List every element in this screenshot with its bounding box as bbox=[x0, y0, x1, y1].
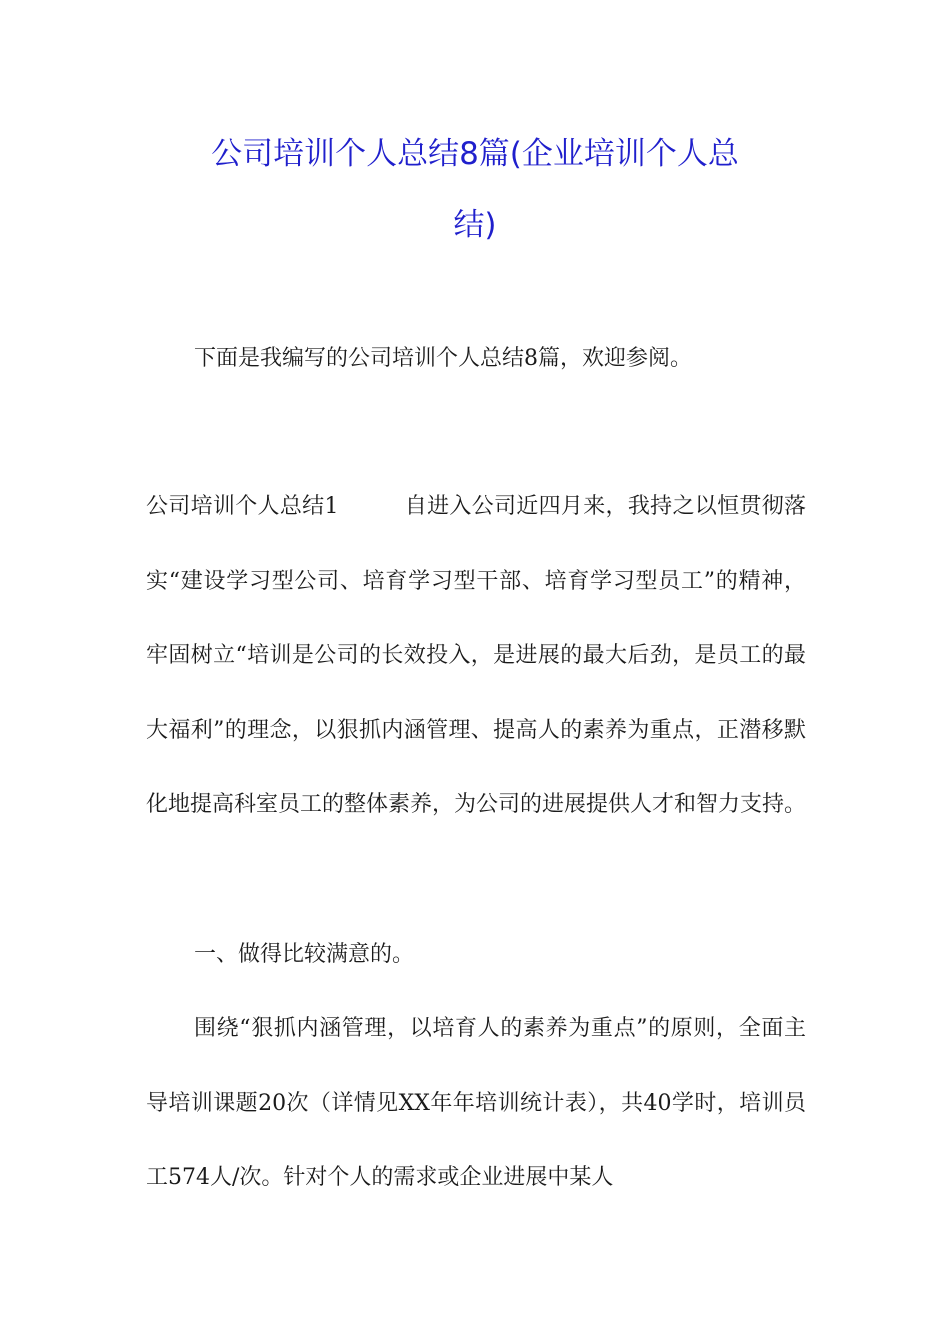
section-1-label: 公司培训个人总结1 bbox=[146, 494, 339, 519]
section-1-text: 自进入公司近四月来，我持之以恒贯彻落实“建设学习型公司、培育学习型干部、培育学习型员工”的精神，牢固树立“培训是公司的长效投入，是进展的最大后劲，是员工的最大福利”的理念，以狠抓内涵管理、提高人的素养为重点，正潜移默化地提高科室员工的整体素养，为公司的进展提供人才和智力支持。 bbox=[146, 494, 807, 818]
document-title-line-1: 公司培训个人总结8篇(企业培训个人总 bbox=[211, 136, 739, 172]
document-title-line-2: 结) bbox=[453, 207, 497, 243]
intro-paragraph: 下面是我编写的公司培训个人总结8篇，欢迎参阅。 bbox=[194, 346, 692, 371]
section-heading-1: 一、做得比较满意的。 bbox=[194, 942, 415, 967]
section-1-paragraph bbox=[146, 470, 806, 843]
paragraph-2: 围绕“狠抓内涵管理，以培育人的素养为重点”的原则，全面主导培训课题20次（详情见XX年年培训统计表），共40学时，培训员工574人/次。针对个人的需求或企业进展中某人 bbox=[146, 1016, 806, 1191]
